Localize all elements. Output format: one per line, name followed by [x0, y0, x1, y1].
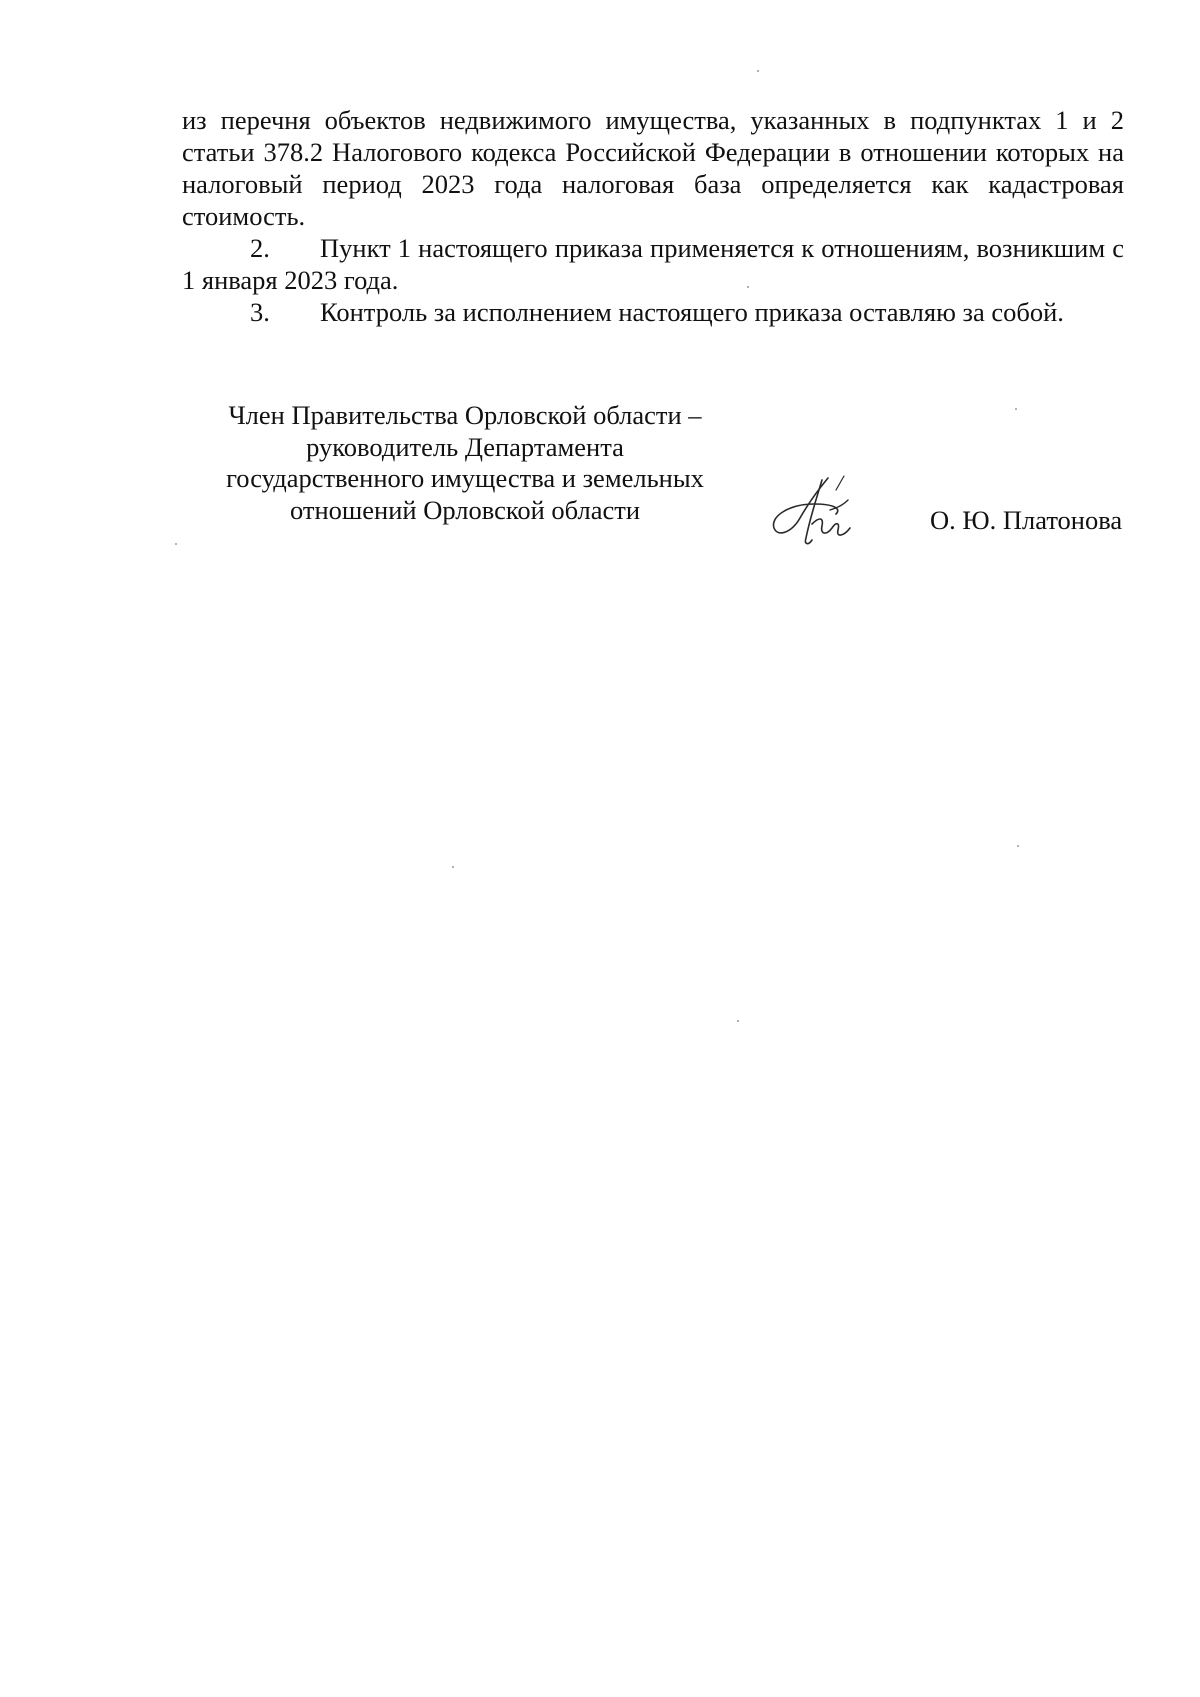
- item-text: Контроль за исполнением настоящего приказа оставляю за собой.: [320, 297, 1064, 327]
- list-item-2: [182, 232, 1124, 296]
- signer-position-line: государственного имущества и земельных: [226, 463, 704, 493]
- item-number: 2.: [250, 233, 270, 263]
- scan-speck: [175, 543, 177, 545]
- scan-speck: [747, 286, 749, 288]
- signer-position-line: руководитель Департамента: [306, 431, 624, 462]
- scan-speck: [757, 70, 759, 72]
- scan-speck: [452, 866, 454, 868]
- scan-speck: [1017, 845, 1019, 847]
- handwritten-signature: [770, 470, 880, 550]
- scan-speck: [1015, 408, 1017, 410]
- item-text: Пункт 1 настоящего приказа применяется к отношениям, возникшим с 1 января 2023 года.: [182, 233, 1124, 295]
- signer-position-line: отношений Орловской области: [289, 494, 641, 525]
- signer-name: О. Ю. Платонова: [930, 505, 1123, 535]
- paragraph-continuation: из перечня объектов недвижимого имущества, указанных в подпунктах 1 и 2 статьи 378.2 Налогового кодекса Российской Федерации в отношении которых на налоговый период 2023 года налоговая база определяется как кадастровая стоимость.: [182, 105, 1124, 231]
- item-number: 3.: [250, 297, 270, 327]
- signer-position: [205, 400, 725, 526]
- signer-position-line: Член Правительства Орловской области –: [228, 400, 702, 430]
- list-item-3: [182, 296, 1124, 328]
- document-body: [182, 104, 1124, 328]
- scan-speck: [737, 1020, 739, 1022]
